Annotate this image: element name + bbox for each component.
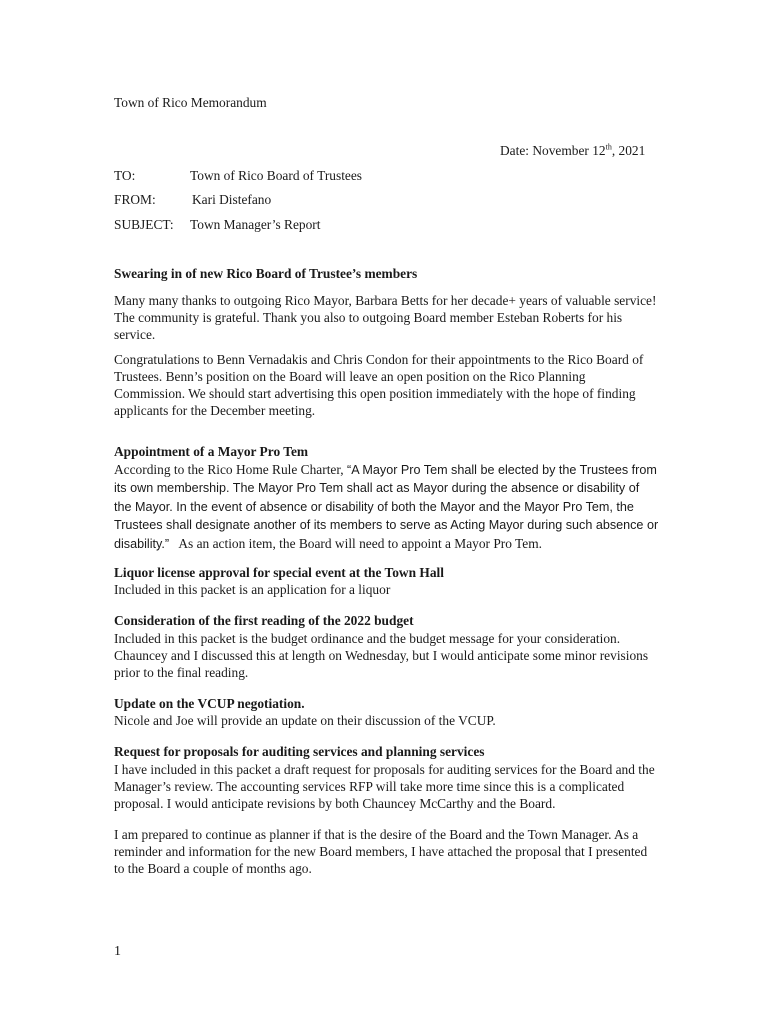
date-prefix: Date: November 12: [500, 143, 606, 158]
to-label: TO:: [114, 168, 136, 183]
date-suffix: th: [605, 142, 612, 152]
memo-date: [500, 143, 645, 159]
section-heading-budget: Consideration of the first reading of the 2022 budget: [114, 613, 414, 628]
mayor-pro-tem-paragraph: [114, 461, 659, 553]
section-heading-vcup: Update on the VCUP negotiation.: [114, 696, 305, 711]
mayor-pro-tem-action: As an action item, the Board will need to appoint a Mayor Pro Tem.: [178, 535, 543, 551]
swearing-paragraph-1: Many many thanks to outgoing Rico Mayor, Barbara Betts for her decade+ years of valuable service! The community is grateful. Thank you also to outgoing Board member Esteban Roberts for his service.: [114, 293, 657, 342]
budget-body: Included in this packet is the budget ordinance and the budget message for your consideration. Chauncey and I discussed this at length on Wednesday, but I would anticipate some minor revisions prior to the final reading.: [114, 631, 649, 680]
section-heading-mayor-pro-tem: Appointment of a Mayor Pro Tem: [114, 444, 309, 459]
charter-quote: “A Mayor Pro Tem shall be elected by the Trustees from its own membership. The Mayor Pro Tem shall act as Mayor during the absence or disability of the Mayor. In the event of absence or disability of both the Mayor and the Mayor Pro Tem, the Trustees shall designate another of its members to serve as Acting Mayor during such absence or disability.”: [114, 463, 659, 551]
subject-label: SUBJECT:: [114, 217, 174, 232]
section-heading-swearing: Swearing in of new Rico Board of Trustee’s members: [114, 266, 418, 281]
page-number: 1: [114, 944, 121, 959]
date-rest: , 2021: [611, 143, 646, 158]
to-value: Town of Rico Board of Trustees: [190, 168, 363, 183]
from-label: FROM:: [114, 192, 156, 207]
section-heading-rfp: Request for proposals for auditing services and planning services: [114, 744, 485, 759]
rfp-body: I have included in this packet a draft request for proposals for auditing services for the Board and the Manager’s review. The accounting services RFP will take more time since this is a complicated proposal. I would anticipate revisions by both Chauncey McCarthy and the Board.: [114, 762, 655, 811]
section-heading-liquor: Liquor license approval for special event at the Town Hall: [114, 565, 444, 580]
subject-value: Town Manager’s Report: [190, 217, 321, 232]
liquor-body: Included in this packet is an application for a liquor: [114, 582, 391, 597]
rfp-paragraph-2: I am prepared to continue as planner if that is the desire of the Board and the Town Manager. As a reminder and information for the new Board members, I have attached the proposal that I presented to the Board a couple of months ago.: [114, 827, 648, 876]
swearing-paragraph-2: Congratulations to Benn Vernadakis and Chris Condon for their appointments to the Rico Board of Trustees. Benn’s position on the Board will leave an open position on the Rico Planning Commission. We should start advertising this open position immediately with the hope of finding applicants for the December meeting.: [114, 352, 644, 418]
vcup-body: Nicole and Joe will provide an update on their discussion of the VCUP.: [114, 713, 496, 728]
from-value: Kari Distefano: [192, 192, 272, 207]
mayor-pro-tem-intro: According to the Rico Home Rule Charter,: [114, 462, 344, 477]
memo-title: Town of Rico Memorandum: [114, 95, 267, 110]
